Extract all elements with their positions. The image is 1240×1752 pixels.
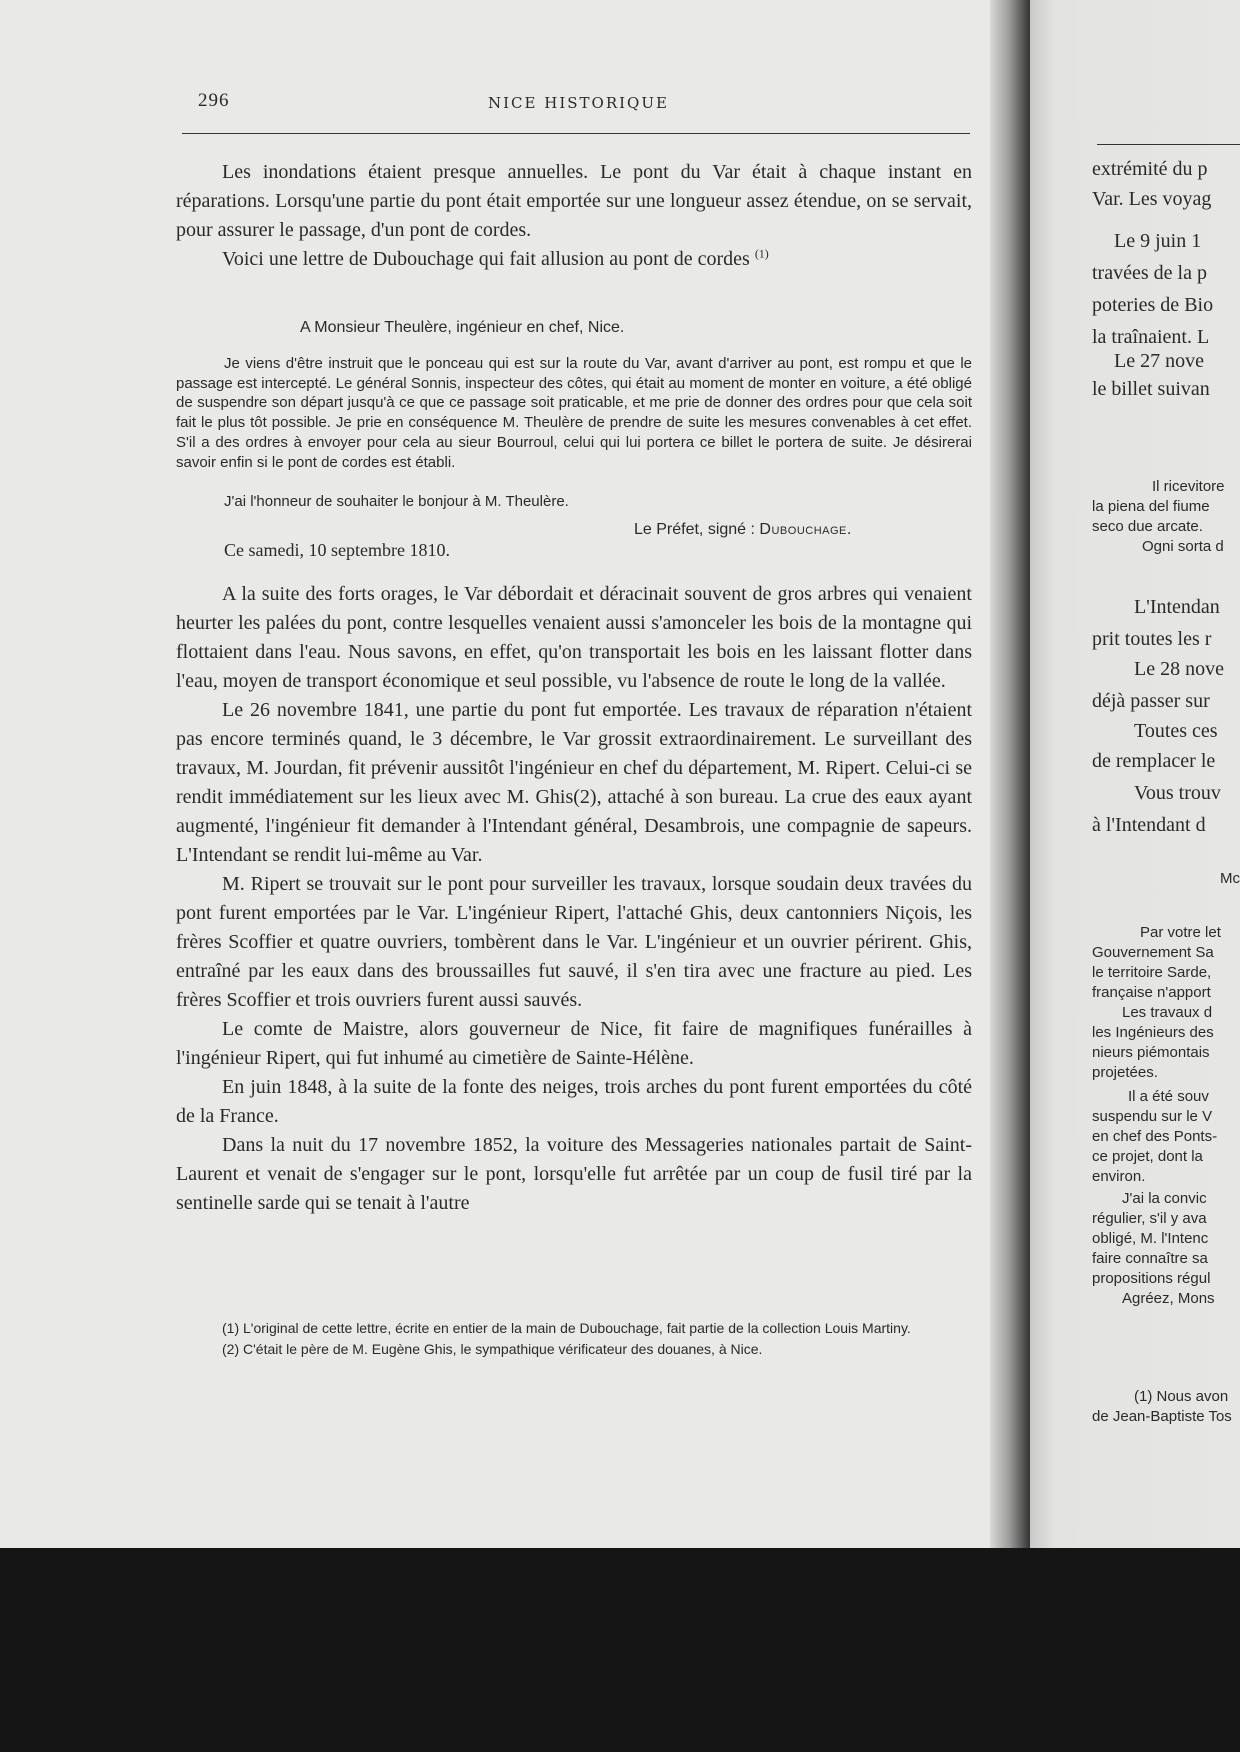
right-page-line: à l'Intendant d (1092, 814, 1206, 836)
right-page-line: poteries de Bio (1092, 294, 1214, 316)
right-page-line: extrémité du p (1092, 158, 1208, 180)
footnotes (176, 1320, 972, 1362)
right-page-line: de Jean-Baptiste Tos (1092, 1408, 1232, 1425)
intro-paragraph-2 (176, 245, 972, 274)
right-page-line: Agréez, Mons (1122, 1290, 1215, 1307)
right-page-line: L'Intendan (1134, 596, 1220, 618)
page-number: 296 (198, 90, 230, 111)
right-page-line: faire connaître sa (1092, 1250, 1208, 1267)
right-page-line: projetées. (1092, 1064, 1158, 1081)
right-page-line: française n'apport (1092, 984, 1211, 1001)
intro-paragraph-1: Les inondations étaient presque annuelles. Le pont du Var était à chaque instant en réparations. Lorsqu'une partie du pont était emportée sur une longueur assez étendue, on se servait, pour assurer le passage, d'un pont de cordes. (176, 161, 972, 241)
right-page-line: Il a été souv (1128, 1088, 1209, 1105)
paragraph-5: En juin 1848, à la suite de la fonte des neiges, trois arches du pont furent emportées du côté de la France. (176, 1076, 972, 1127)
letter-address: A Monsieur Theulère, ingénieur en chef, Nice. (300, 319, 625, 336)
right-page-line: Il ricevitore (1152, 478, 1225, 495)
right-page-line: le billet suivan (1092, 378, 1210, 400)
right-page-line: propositions régul (1092, 1270, 1211, 1287)
right-page-line: Mc (1220, 870, 1240, 887)
right-page-line: Toutes ces (1134, 720, 1218, 742)
right-page-line: Var. Les voyag (1092, 188, 1212, 210)
scan-background (0, 1548, 1240, 1752)
right-page-line: de remplacer le (1092, 750, 1216, 772)
right-page-rule (1097, 144, 1240, 145)
intro-text (176, 158, 972, 274)
right-page-line: Le 28 nove (1134, 658, 1224, 680)
header-rule (182, 133, 970, 134)
signature-prefix: Le Préfet, signé : (634, 521, 755, 538)
paragraph-2: Le 26 novembre 1841, une partie du pont fut emportée. Les travaux de réparation n'étaient pas encore terminés quand, le 3 décembre, le Var grossit extraordinairement. Le surveillant des travaux, M. Jourdan, fit prévenir aussitôt l'ingénieur en chef du département, M. Ripert. Celui-ci se rendit immédiatement sur les lieux avec M. Ghis(2), attaché à son bureau. La crue des eaux ayant augmenté, l'ingénieur fit demander à l'Intendant général, Desambrois, une compagnie de sapeurs. L'Intendant se rendit lui-même au Var. (176, 699, 972, 866)
paragraph-6: Dans la nuit du 17 novembre 1852, la voiture des Messageries nationales partait de Saint-Laurent et venait de s'engager sur le pont, lorsqu'elle fut arrêtée par un coup de fusil tiré par la sentinelle sarde qui se tenait à l'autre (176, 1134, 972, 1214)
right-page-line: régulier, s'il y ava (1092, 1210, 1207, 1227)
right-page-line: déjà passer sur (1092, 690, 1210, 712)
right-page-line: J'ai la convic (1122, 1190, 1207, 1207)
right-page-line: environ. (1092, 1168, 1146, 1185)
paragraph-4: Le comte de Maistre, alors gouverneur de Nice, fit faire de magnifiques funérailles à l'ingénieur Ripert, qui fut inhumé au cimetière de Sainte-Hélène. (176, 1018, 972, 1069)
right-page-line: la piena del fiume (1092, 498, 1210, 515)
footnote-1: (1) L'original de cette lettre, écrite en entier de la main de Dubouchage, fait partie de la collection Louis Martiny. (222, 1320, 911, 1336)
letter-body (176, 354, 972, 472)
running-title: NICE HISTORIQUE (488, 94, 669, 112)
right-page-line: nieurs piémontais (1092, 1044, 1210, 1061)
signature-name: Dubouchage. (759, 521, 852, 538)
right-page-line: Par votre let (1140, 924, 1221, 941)
right-page-line: Vous trouv (1134, 782, 1221, 804)
letter-signature (634, 521, 852, 539)
right-page-line: la traînaient. L (1092, 326, 1210, 348)
right-page-line: Le 9 juin 1 (1114, 230, 1202, 252)
right-page-line: suspendu sur le V (1092, 1108, 1213, 1125)
right-page-line: Le 27 nove (1114, 350, 1204, 372)
right-page-line: Gouvernement Sa (1092, 944, 1214, 961)
footnote-2: (2) C'était le père de M. Eugène Ghis, le sympathique vérificateur des douanes, à Nice. (222, 1341, 763, 1357)
right-page-line: les Ingénieurs des (1092, 1024, 1214, 1041)
paragraph-1: A la suite des forts orages, le Var débordait et déracinait souvent de gros arbres qui venaient heurter les palées du pont, contre lesquelles venaient aussi s'amonceler les bois de la montagne qui flottaient dans l'eau. Nous savons, en effet, qu'on transportait les bois en les laissant flotter dans l'eau, moyen de transport économique et seul possible, vu l'absence de route le long de la vallée. (176, 583, 972, 692)
right-page-line: Ogni sorta d (1142, 538, 1224, 555)
right-page-line: travées de la p (1092, 262, 1207, 284)
right-page-line: en chef des Ponts- (1092, 1128, 1218, 1145)
main-text (176, 580, 972, 1218)
right-page-line: seco due arcate. (1092, 518, 1203, 535)
footnote-ref-1: (1) (754, 246, 769, 261)
letter-greeting-block (176, 492, 972, 512)
letter-greeting: J'ai l'honneur de souhaiter le bonjour à M. Theulère. (224, 493, 569, 510)
letter-date: Ce samedi, 10 septembre 1810. (224, 540, 450, 560)
right-page-line: le territoire Sarde, (1092, 964, 1212, 981)
intro-paragraph-2-text: Voici une lettre de Dubouchage qui fait allusion au pont de cordes (222, 247, 750, 270)
right-page-line: obligé, M. l'Intenc (1092, 1230, 1209, 1247)
right-page-line: Les travaux d (1122, 1004, 1213, 1021)
paragraph-3: M. Ripert se trouvait sur le pont pour surveiller les travaux, lorsque soudain deux travées du pont furent emportées par le Var. L'ingénieur Ripert, l'attaché Ghis, deux cantonniers Niçois, les frères Scoffier et quatre ouvriers, tombèrent dans le Var. L'ingénieur et un ouvrier périrent. Ghis, entraîné par les eaux dans des broussailles fut sauvé, il s'en tira avec une fracture au pied. Les frères Scoffier et trois ouvriers furent aussi sauvés. (176, 873, 972, 1011)
right-page-line: prit toutes les r (1092, 628, 1212, 650)
right-page-line: ce projet, dont la (1092, 1148, 1203, 1165)
letter-text: Je viens d'être instruit que le ponceau qui est sur la route du Var, avant d'arriver au pont, est rompu et que le passage est intercepté. Le général Sonnis, inspecteur des côtes, qui était au moment de monter en voiture, a été obligé de suspendre son départ jusqu'à ce que ce passage soit praticable, et me prie de donner des ordres pour que cela soit fait le plus tôt possible. Je prie en conséquence M. Theulère de prendre de suite les mesures convenables à cet effet. S'il a des ordres à envoyer pour cela au sieur Bourroul, celui qui lui portera ce billet le portera de suite. Je désirerai savoir enfin si le pont de cordes est établi. (176, 355, 972, 471)
right-page-line: (1) Nous avon (1134, 1388, 1229, 1405)
